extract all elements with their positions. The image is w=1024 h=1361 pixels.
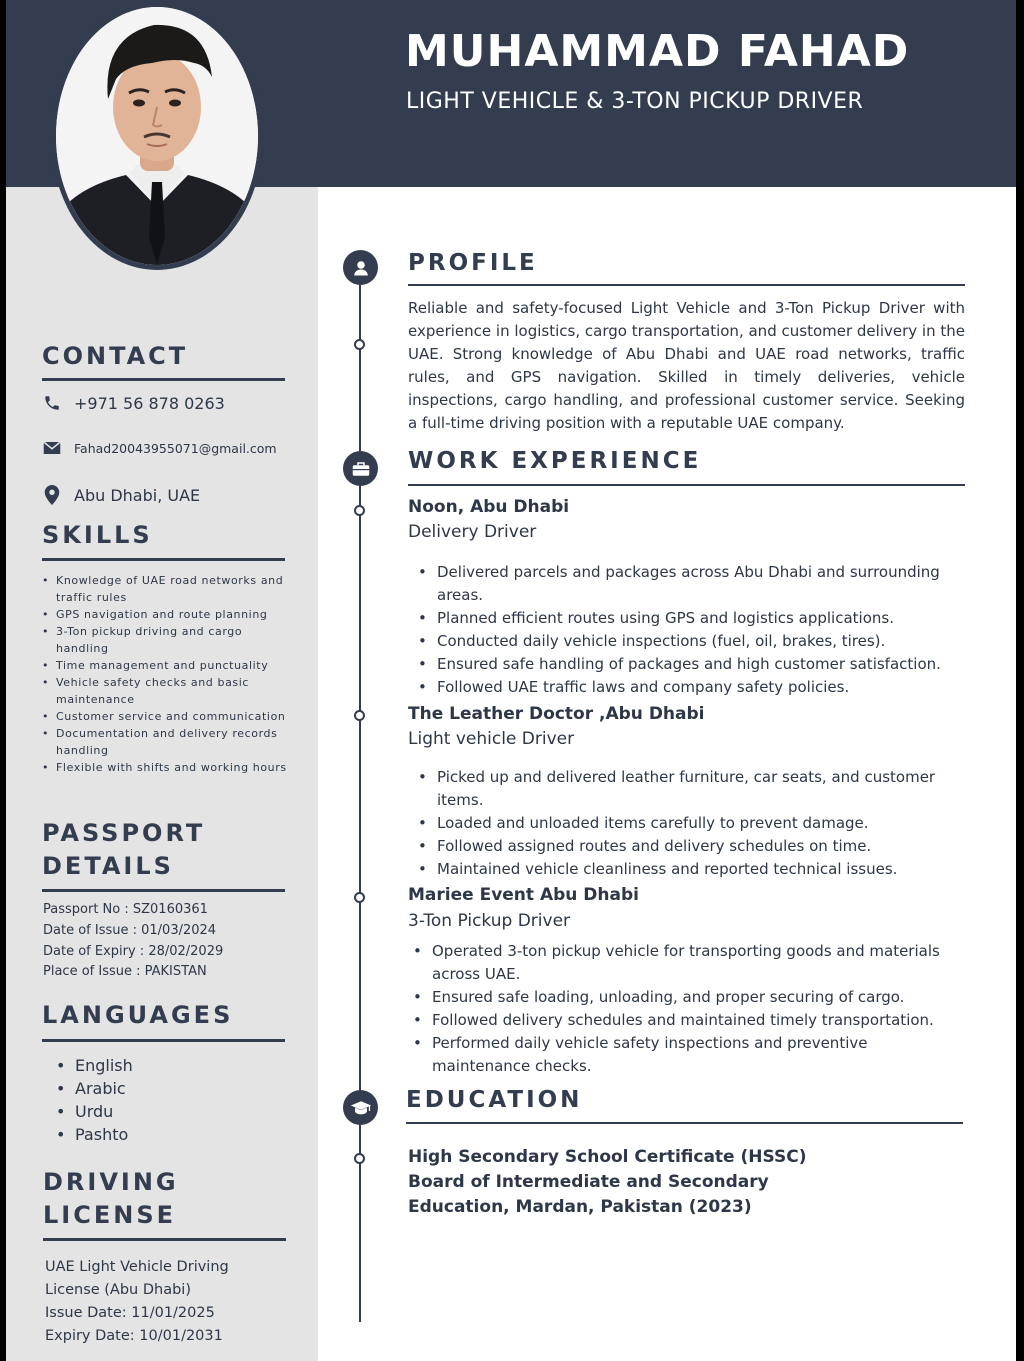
languages-list <box>56 1054 133 1146</box>
skills-list <box>42 572 292 776</box>
skills-divider <box>42 558 285 561</box>
timeline-dot <box>354 505 365 516</box>
work-section-icon <box>343 451 378 486</box>
skill-item: • Customer service and communication <box>42 708 292 725</box>
job-duty: • Planned efficient routes using GPS and logistics applications. <box>415 607 945 630</box>
language-item: • Urdu <box>56 1100 133 1123</box>
driving-divider <box>43 1238 286 1241</box>
phone-icon <box>42 393 62 413</box>
envelope-icon <box>42 438 62 458</box>
job-employer: Mariee Event Abu Dhabi <box>408 885 639 905</box>
education-line: High Secondary School Certificate (HSSC) <box>408 1147 807 1167</box>
languages-divider <box>42 1039 285 1042</box>
license-issue-date: Issue Date: 11/01/2025 <box>45 1305 215 1321</box>
job-role: Delivery Driver <box>408 522 537 542</box>
job-role: Light vehicle Driver <box>408 729 575 749</box>
timeline-dot <box>354 710 365 721</box>
contact-heading: CONTACT <box>42 342 189 370</box>
resume-page <box>6 0 1016 1361</box>
contact-email <box>42 438 277 458</box>
passport-heading-line2: DETAILS <box>42 852 174 880</box>
user-icon <box>352 259 370 277</box>
job-duty: • Followed assigned routes and delivery schedules on time. <box>415 835 945 858</box>
location-text: Abu Dhabi, UAE <box>74 485 201 505</box>
education-divider <box>406 1122 963 1124</box>
job-duty: • Operated 3-ton pickup vehicle for transporting goods and materials across UAE. <box>410 940 940 986</box>
job-duty: • Maintained vehicle cleanliness and reported technical issues. <box>415 858 945 881</box>
job-employer: The Leather Doctor ,Abu Dhabi <box>408 704 705 724</box>
timeline-dot <box>354 339 365 350</box>
education-line: Education, Mardan, Pakistan (2023) <box>408 1197 752 1217</box>
skill-item: • Vehicle safety checks and basic maintenance <box>42 674 292 708</box>
contact-location <box>42 485 200 505</box>
job-duty: • Ensured safe handling of packages and high customer satisfaction. <box>415 653 945 676</box>
contact-divider <box>42 378 285 381</box>
job-duty: • Picked up and delivered leather furniture, car seats, and customer items. <box>415 766 945 812</box>
skill-item: • Flexible with shifts and working hours <box>42 759 292 776</box>
work-divider <box>408 484 965 486</box>
timeline-dot <box>354 1153 365 1164</box>
passport-number: Passport No : SZ0160361 <box>43 902 208 917</box>
job-duty: • Ensured safe loading, unloading, and proper securing of cargo. <box>410 986 940 1009</box>
profile-divider <box>408 284 965 286</box>
passport-expiry-date: Date of Expiry : 28/02/2029 <box>43 944 224 959</box>
skill-item: • 3-Ton pickup driving and cargo handling <box>42 623 292 657</box>
license-type-line2: License (Abu Dhabi) <box>45 1282 191 1298</box>
profile-heading: PROFILE <box>408 250 538 276</box>
driving-heading-line1: DRIVING <box>43 1168 179 1196</box>
language-item: • Arabic <box>56 1077 133 1100</box>
driving-heading-line2: LICENSE <box>43 1201 176 1229</box>
job-duties-list <box>415 766 945 881</box>
skill-item: • Documentation and delivery records handling <box>42 725 292 759</box>
candidate-title: LIGHT VEHICLE & 3-TON PICKUP DRIVER <box>406 89 864 114</box>
profile-section-icon <box>343 250 378 285</box>
job-duty: • Conducted daily vehicle inspections (fuel, oil, brakes, tires). <box>415 630 945 653</box>
language-item: • English <box>56 1054 133 1077</box>
education-line: Board of Intermediate and Secondary <box>408 1172 769 1192</box>
job-duty: • Followed UAE traffic laws and company safety policies. <box>415 676 945 699</box>
job-employer: Noon, Abu Dhabi <box>408 497 570 517</box>
contact-phone <box>42 393 225 413</box>
skill-item: • Time management and punctuality <box>42 657 292 674</box>
phone-text: +971 56 878 0263 <box>74 393 225 413</box>
passport-divider <box>42 889 285 892</box>
skill-item: • Knowledge of UAE road networks and traffic rules <box>42 572 292 606</box>
timeline-dot <box>354 892 365 903</box>
job-role: 3-Ton Pickup Driver <box>408 911 571 931</box>
job-duty: • Followed delivery schedules and maintained timely transportation. <box>410 1009 940 1032</box>
email-text: Fahad20043955071@gmail.com <box>74 440 277 456</box>
skill-item: • GPS navigation and route planning <box>42 606 292 623</box>
briefcase-icon <box>352 461 370 477</box>
job-duties-list <box>410 940 940 1078</box>
license-expiry-date: Expiry Date: 10/01/2031 <box>45 1328 223 1344</box>
job-duties-list <box>415 561 945 699</box>
map-pin-icon <box>42 485 62 505</box>
profile-summary: Reliable and safety-focused Light Vehicle and 3-Ton Pickup Driver with experience in logistics, cargo transportation, and customer delivery in the UAE. Strong knowledge of Abu Dhabi and UAE road networks, traffic rules, and GPS navigation. Skilled in timely deliveries, vehicle inspections, cargo handling, and professional customer service. Seeking a full-time driving position with a reputable UAE company. <box>408 299 965 432</box>
education-heading: EDUCATION <box>406 1087 583 1113</box>
job-duty: • Delivered parcels and packages across Abu Dhabi and surrounding areas. <box>415 561 945 607</box>
candidate-name: MUHAMMAD FAHAD <box>405 26 910 77</box>
job-duty: • Loaded and unloaded items carefully to prevent damage. <box>415 812 945 835</box>
passport-heading-line1: PASSPORT <box>42 819 206 847</box>
skills-heading: SKILLS <box>42 521 153 549</box>
graduation-cap-icon <box>350 1100 372 1116</box>
languages-heading: LANGUAGES <box>42 1001 234 1029</box>
language-item: • Pashto <box>56 1123 133 1146</box>
profile-photo <box>51 2 263 270</box>
passport-issue-date: Date of Issue : 01/03/2024 <box>43 923 217 938</box>
education-section-icon <box>343 1090 378 1125</box>
license-type-line1: UAE Light Vehicle Driving <box>45 1259 229 1275</box>
work-heading: WORK EXPERIENCE <box>408 448 702 474</box>
passport-place-of-issue: Place of Issue : PAKISTAN <box>43 964 207 979</box>
job-duty: • Performed daily vehicle safety inspections and preventive maintenance checks. <box>410 1032 940 1078</box>
